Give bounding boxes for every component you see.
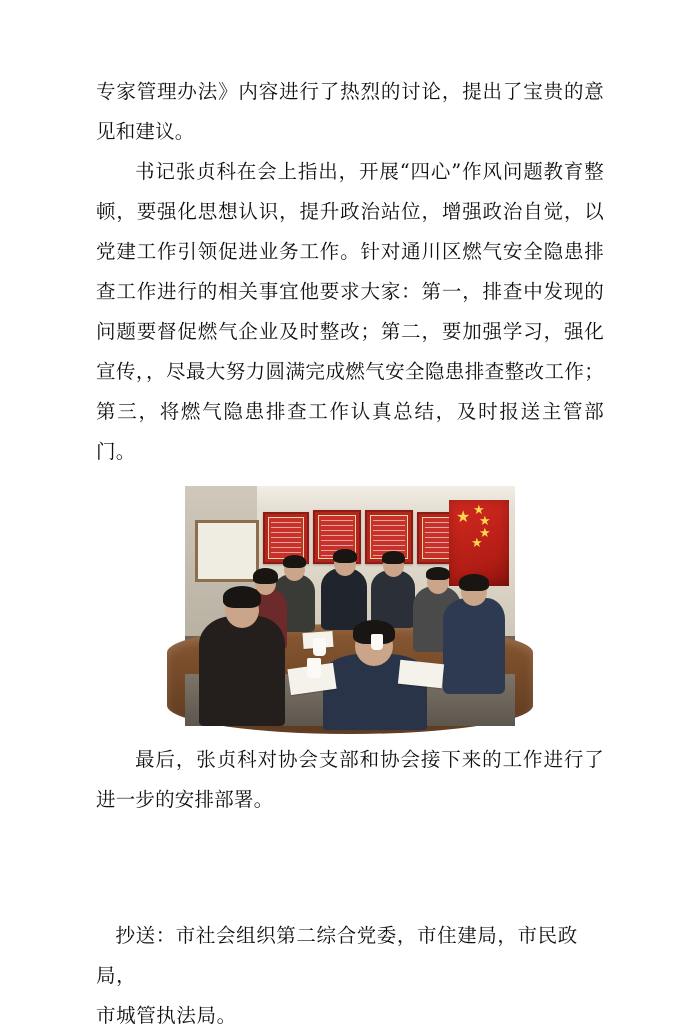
photo-hair-front-left [223, 586, 261, 608]
meeting-photo-block [96, 486, 604, 726]
photo-paper-2 [398, 660, 444, 688]
photo-hair-right-blue [459, 574, 489, 591]
meeting-photo [185, 486, 515, 726]
photo-cup-3 [371, 634, 383, 650]
photo-hair-back-right [382, 551, 405, 564]
distribution-block [96, 916, 604, 1036]
distribution-line-2: 市城管执法局。 [96, 1004, 237, 1027]
photo-person-right-blue [443, 598, 505, 694]
distribution-line-1: 抄送：市社会组织第二综合党委，市住建局，市民政局， [96, 924, 578, 987]
photo-cup-2 [307, 658, 321, 678]
photo-whiteboard [195, 520, 259, 582]
paragraph-final-arrangement: 最后，张贞科对协会支部和协会接下来的工作进行了进一步的安排部署。 [96, 748, 604, 811]
document-body [96, 72, 604, 1036]
photo-person-front-left [199, 616, 285, 726]
photo-hair-back-left [283, 555, 306, 568]
photo-hair-back-center [333, 549, 357, 563]
photo-flag: ★ ★ ★ ★ ★ [449, 500, 509, 586]
paragraph-secretary-remarks: 书记张贞科在会上指出，开展“四心”作风问题教育整顿，要强化思想认识，提升政治站位，增强政治自觉，以党建工作引领促进业务工作。针对通川区燃气安全隐患排查工作进行的相关事宜他要求大家：第一，排查中发现的问题要督促燃气企业及时整改；第二，要加强学习，强化宣传，，尽最大努力圆满完成燃气安全隐患排查整改工作；第三，将燃气隐患排查工作认真总结，及时报送主管部门。 [96, 160, 604, 463]
photo-cup-1 [313, 638, 326, 656]
photo-person-back-center [321, 568, 367, 630]
paragraph-continuation: 专家管理办法》内容进行了热烈的讨论，提出了宝贵的意见和建议。 [96, 80, 604, 143]
photo-hair-left-red [253, 568, 278, 584]
photo-hair-right-grey [426, 567, 450, 580]
